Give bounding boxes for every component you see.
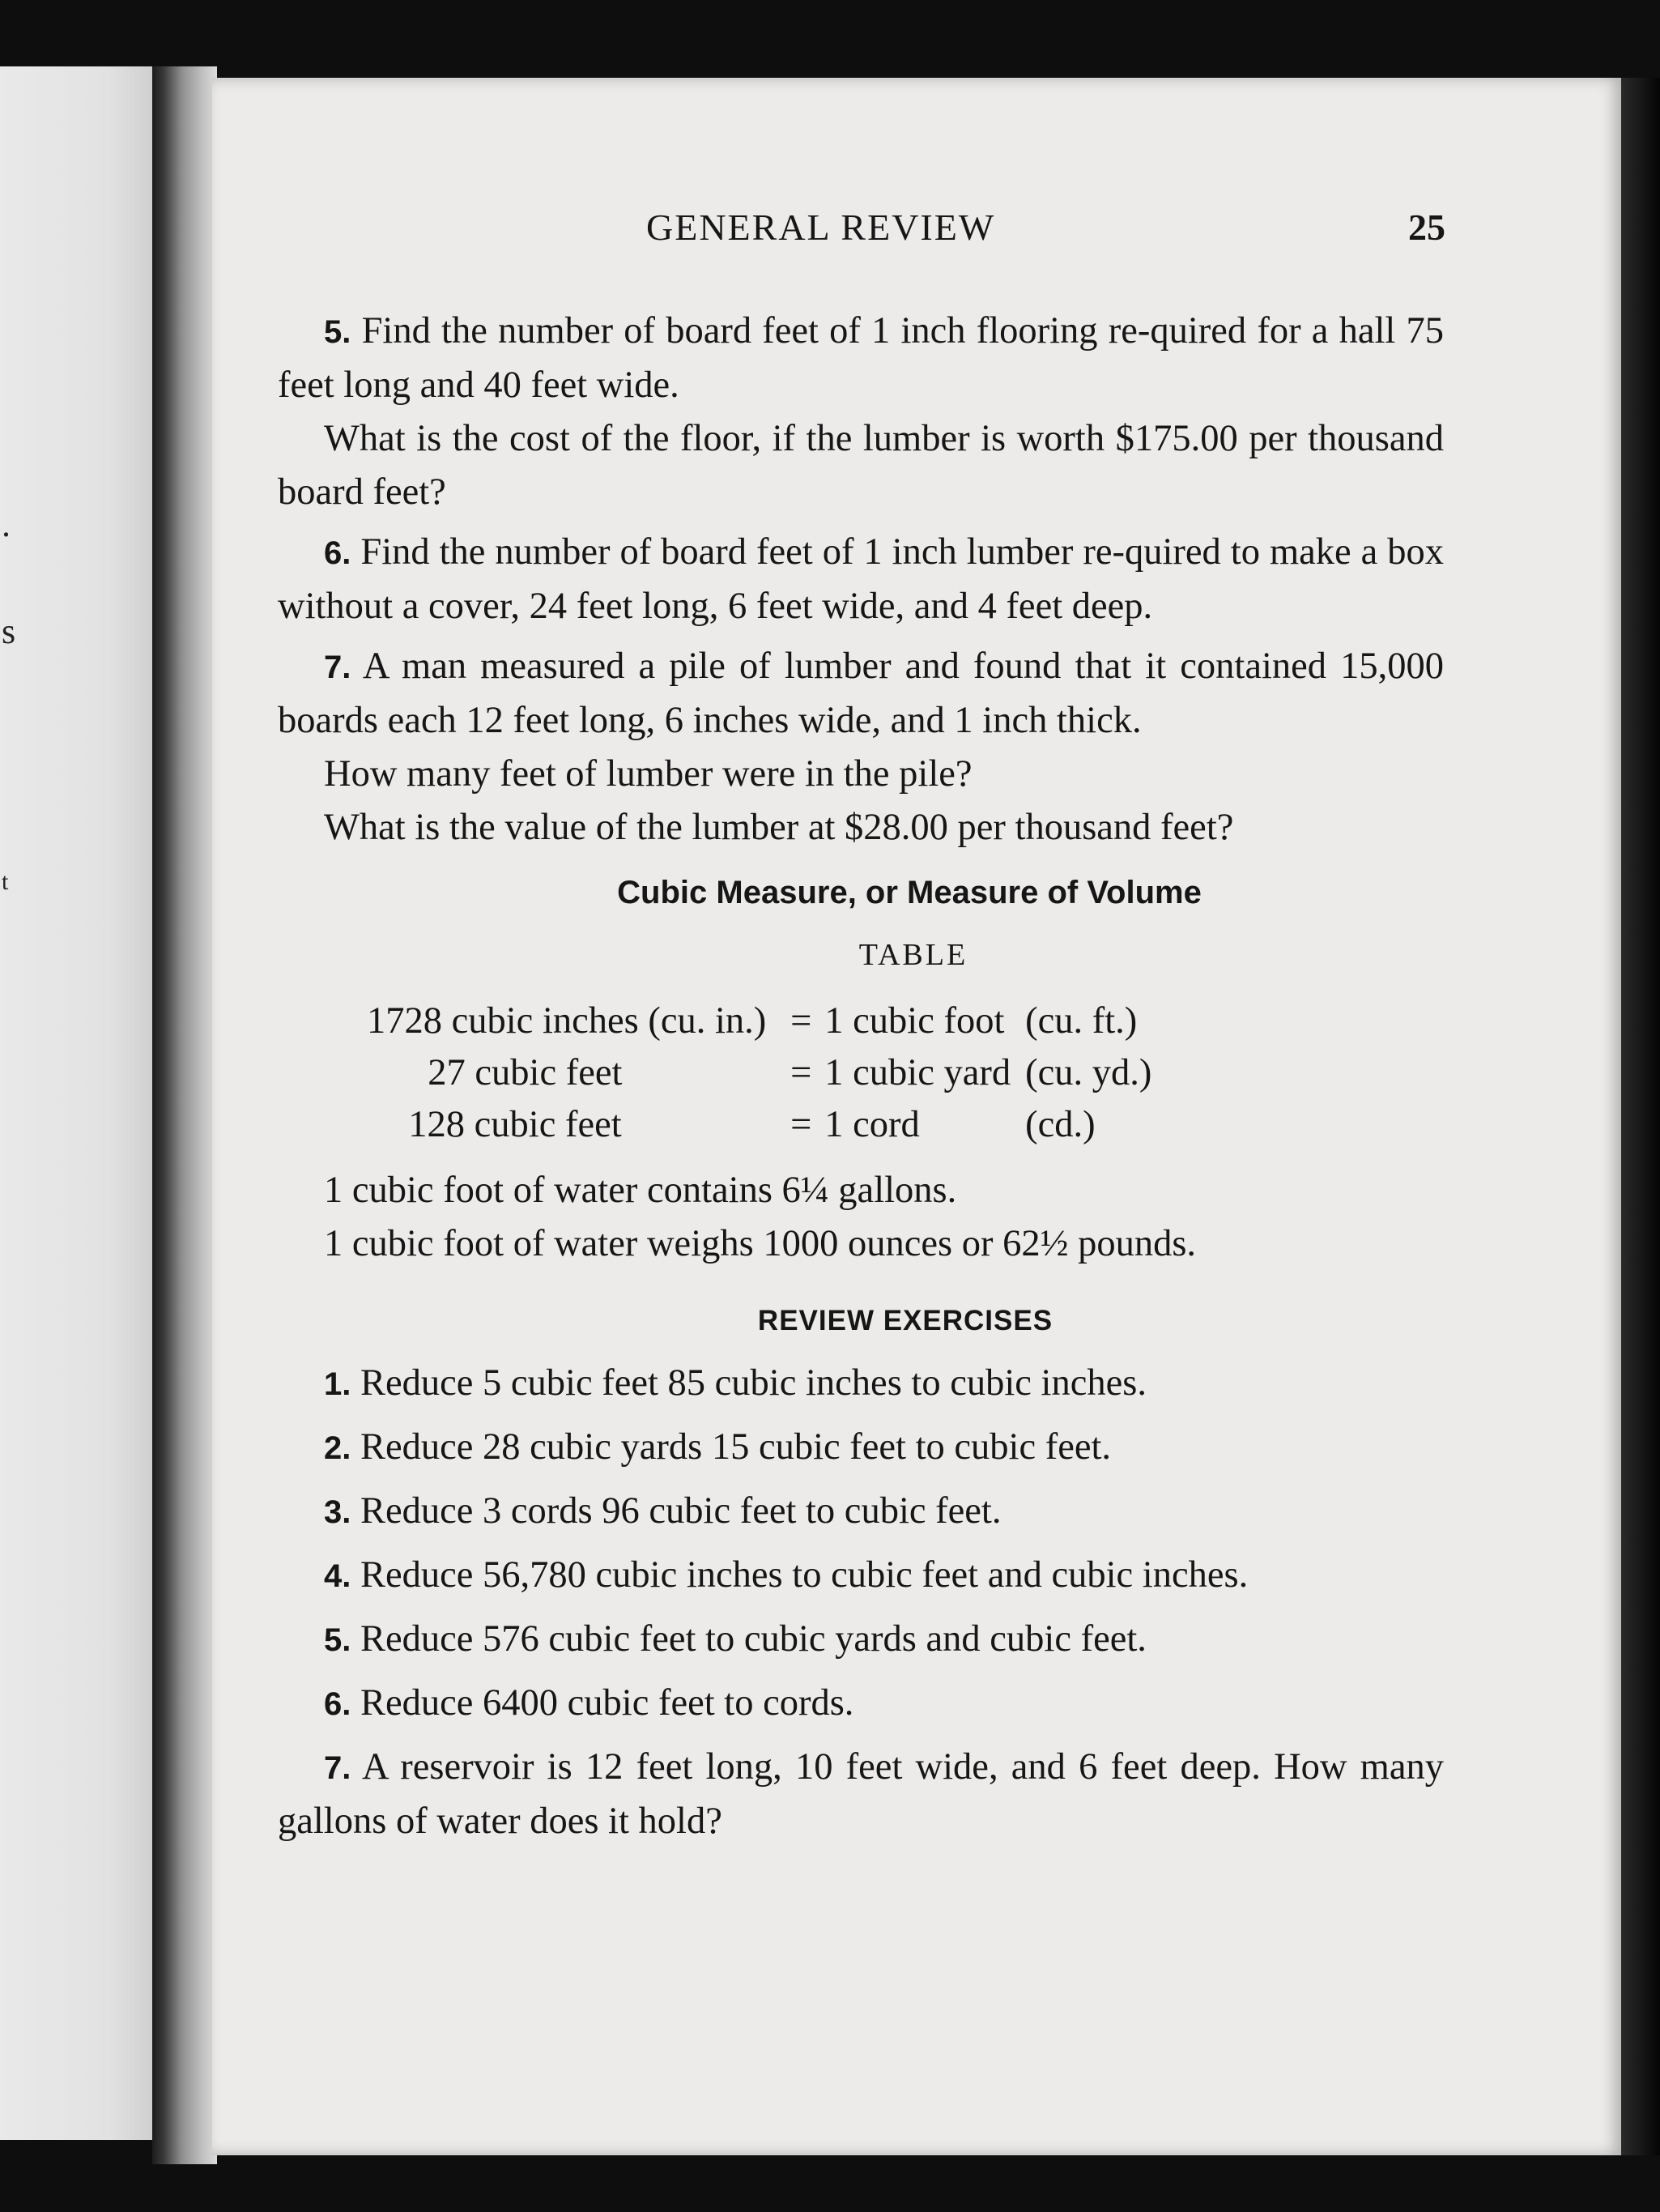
exercise-text: Reduce 56,780 cubic inches to cubic feet and cubic inches. [360, 1554, 1249, 1596]
exercise-number: 6. [324, 535, 351, 571]
exercise-text: A reservoir is 12 feet long, 10 feet wide, and 6 feet deep. How many gallons of water does it hold? [278, 1746, 1444, 1842]
exercise-text: Reduce 3 cords 96 cubic feet to cubic feet. [360, 1490, 1002, 1532]
review-exercises [278, 1357, 1444, 1848]
table-cell-equals: = [790, 1104, 812, 1145]
review-item [278, 1677, 1444, 1731]
lhs-text: 27 cubic feet [428, 1052, 623, 1093]
table-cell-value: 1 cubic yard [824, 1052, 1011, 1093]
table-cell-abbr: (cu. ft.) [1025, 1000, 1138, 1042]
table-row [367, 995, 1151, 1047]
facing-page-edge [0, 66, 154, 2140]
exercise-6 [278, 526, 1444, 633]
exercise-text: Reduce 6400 cubic feet to cords. [360, 1682, 854, 1724]
table-cell-lhs [367, 1099, 777, 1151]
exercise-text: A man measured a pile of lumber and found that it contained 15,000 boards each 12 feet long, 6 inches wide, and 1 inch thick. [278, 646, 1445, 741]
table-row [367, 1099, 1151, 1151]
fact-line: 1 cubic foot of water contains 6¼ gallons. [324, 1170, 957, 1211]
exercise-number: 6. [324, 1686, 351, 1722]
exercise-text: Reduce 576 cubic feet to cubic yards and cubic feet. [360, 1618, 1147, 1660]
exercise-number: 4. [324, 1558, 351, 1594]
table-cell-equals: = [790, 1000, 812, 1042]
running-head [278, 201, 1444, 266]
exercise-followup [278, 801, 1444, 855]
section-heading: Cubic Measure, or Measure of Volume [617, 875, 1202, 910]
exercise-number: 7. [324, 650, 351, 685]
fact-line: 1 cubic foot of water weighs 1000 ounces or 62½ pounds. [324, 1223, 1197, 1264]
review-item [278, 1421, 1444, 1475]
page-content [278, 201, 1444, 1848]
exercise-number: 1. [324, 1366, 351, 1402]
table-cell-abbr: (cd.) [1025, 1104, 1096, 1145]
exercise-5 [278, 305, 1444, 412]
lhs-text: 128 cubic feet [408, 1104, 622, 1145]
table-cell-value: 1 cord [824, 1104, 920, 1145]
table-cell-abbr: (cu. yd.) [1025, 1052, 1152, 1093]
page-number: 25 [1408, 207, 1445, 248]
book-spine-gutter [152, 66, 217, 2164]
facing-page-fragment: s [2, 612, 16, 651]
review-item [278, 1613, 1444, 1667]
review-item [278, 1357, 1444, 1411]
running-head-title: GENERAL REVIEW [646, 207, 996, 248]
review-item [278, 1485, 1444, 1539]
table-cell-value: 1 cubic foot [824, 1000, 1005, 1042]
followup-text: What is the value of the lumber at $28.00 per thousand feet? [324, 807, 1234, 848]
table-caption: TABLE [858, 938, 968, 972]
exercise-followup [278, 412, 1444, 519]
water-facts [278, 1164, 1444, 1271]
exercise-number: 3. [324, 1494, 351, 1530]
exercise-text: Find the number of board feet of 1 inch lumber re-quired to make a box without a cover, 24 feet long, 6 feet wide, and 4 feet deep. [278, 531, 1445, 627]
review-item [278, 1741, 1444, 1848]
exercise-number: 5. [324, 1622, 351, 1658]
review-item [278, 1549, 1444, 1603]
exercise-text: Find the number of board feet of 1 inch flooring re-quired for a hall 75 feet long and 40 feet wide. [278, 310, 1445, 406]
exercise-text: Reduce 28 cubic yards 15 cubic feet to cubic feet. [360, 1426, 1112, 1468]
exercise-text: Reduce 5 cubic feet 85 cubic inches to cubic inches. [360, 1362, 1147, 1404]
cubic-measure-table [367, 995, 1151, 1151]
exercise-number: 2. [324, 1430, 351, 1466]
facing-page-fragment: . [2, 505, 11, 544]
exercise-number: 5. [324, 314, 351, 350]
followup-text: How many feet of lumber were in the pile? [324, 753, 973, 795]
table-cell-lhs [367, 1047, 777, 1099]
table-cell-equals: = [790, 1052, 812, 1093]
facing-page-fragment: t [2, 868, 9, 895]
page-edge-shadow [1621, 78, 1660, 2155]
exercise-number: 7. [324, 1750, 351, 1786]
followup-text: What is the cost of the floor, if the lumber is worth $175.00 per thousand board feet? [278, 418, 1444, 513]
exercise-7 [278, 640, 1444, 748]
review-heading: REVIEW EXERCISES [757, 1305, 1053, 1336]
table-cell-lhs: 1728 cubic inches (cu. in.) [367, 1000, 767, 1042]
exercise-followup [278, 748, 1444, 801]
table-row [367, 1047, 1151, 1099]
